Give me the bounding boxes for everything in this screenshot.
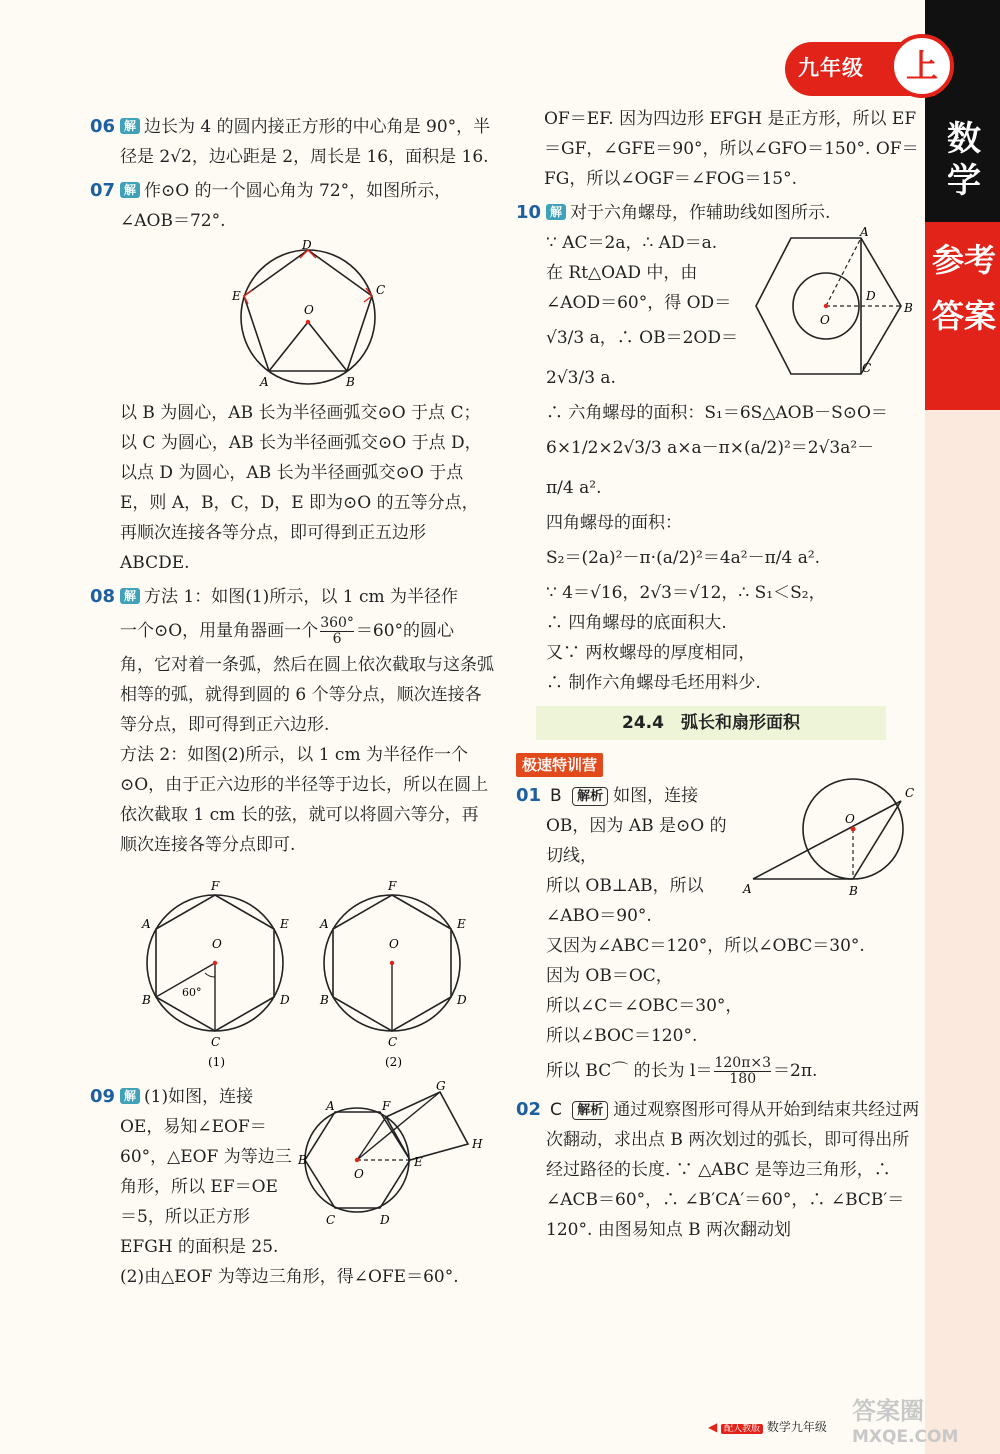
solution-tag: 解	[546, 204, 566, 220]
question-number: 08	[90, 586, 116, 607]
answer-text: ∴ 四角螺母的底面积大.	[546, 613, 727, 633]
fig-label: E	[414, 1155, 423, 1169]
solution-tag: 解	[120, 118, 140, 134]
fig-label: O	[303, 303, 314, 317]
answer-text: 通过观察图形可得从开始到结束共经过两次翻动，求出点 B 两次划过的弧长，即可得出所经过路径的长度. ∵ △ABC 是等边三角形，∴ ∠ACB＝60°，∴ ∠B′CA′＝60°，∴ ∠BCB′＝120°. 由图易知点 B 两次翻动划	[546, 1100, 920, 1240]
fig-label: E	[457, 917, 466, 931]
fraction-num: 360°	[320, 615, 354, 631]
answer-text: 以 B 为圆心，AB 长为半径画弧交⊙O 于点 C；以 C 为圆心，AB 长为半径画弧交⊙O 于点 D，以点 D 为圆心，AB 长为半径画弧交⊙O 于点 E，则 A，B，C，D，E 即为⊙O 的五等分点，再顺次连接各等分点，即可得到正五边形ABCDE.	[120, 403, 482, 573]
fig-label: D	[280, 993, 290, 1007]
fig-label: B	[345, 375, 355, 389]
right-column	[516, 109, 921, 1249]
fig-label: D	[866, 289, 876, 303]
training-badge: 极速特训营	[516, 753, 603, 777]
fig-label: D	[457, 993, 467, 1007]
fig-label: B	[320, 993, 329, 1007]
answer-text: 所以 BC⌒ 的长为 l＝	[546, 1061, 713, 1081]
fig-label: B	[904, 301, 913, 315]
fig-label: A	[860, 225, 869, 239]
book-title: 数学九年级	[766, 1420, 827, 1434]
fig-label: C	[211, 1035, 221, 1049]
answer-text: 又∵ 两枚螺母的厚度相同，	[546, 643, 756, 663]
answer-text: 方法 1：如图(1)所示，以 1 cm 为半径作	[144, 587, 458, 607]
fig-label: E	[280, 917, 289, 931]
answer-text: 方法 2：如图(2)所示，以 1 cm 为半径作一个⊙O，由于正六边形的半径等于边长，所以在圆上依次截取 1 cm 长的弦，就可以将圆六等分，再顺次连接各等分点即可.	[120, 745, 489, 855]
answer-text: ∵ 4＝√16，2√3＝√12，∴ S₁＜S₂，	[546, 583, 826, 603]
fig-label: D	[380, 1213, 390, 1227]
hex-nut-figure	[756, 225, 921, 378]
fig-label: C	[905, 786, 915, 800]
hexagon-figures	[120, 868, 510, 1068]
fig-label: C	[375, 283, 385, 297]
fig-label: B	[849, 884, 858, 898]
choice-answer: B	[550, 786, 562, 806]
question-number: 06	[90, 116, 116, 137]
answer-text: 因为 OB＝OC，	[546, 966, 673, 986]
sidebar-strip	[925, 410, 1000, 1454]
question-number: 01	[516, 785, 542, 806]
answer-text: ＝60°的圆心	[355, 621, 455, 641]
answer-text: 角，它对着一条弧，然后在圆上依次截取与这条弧相等的弧，就得到圆的 6 个等分点，顺次连接各等分点，即可得到正六边形.	[120, 655, 494, 735]
question-number: 09	[90, 1086, 116, 1107]
answer-s01	[516, 781, 921, 1091]
fig-label: F	[211, 879, 220, 893]
fig-label: 60°	[182, 986, 202, 999]
analysis-tag: 解析	[572, 1101, 608, 1120]
watermark-top: 答案圈	[852, 1397, 924, 1425]
answer-text: 所以 OB⊥AB，所以 ∠ABO＝90°.	[546, 876, 704, 926]
fraction	[320, 616, 354, 647]
page-footer	[708, 1418, 827, 1435]
question-number: 07	[90, 180, 116, 201]
fig-label: A	[326, 1099, 335, 1113]
answer-text: ∴ 六角螺母的面积：S₁＝6S△AOB－S⊙O＝	[546, 403, 888, 423]
fig-label: C	[862, 361, 872, 375]
answer-text: √3/3 a，∴ OB＝2OD＝	[546, 328, 738, 348]
watermark-bottom: MXQE.COM	[852, 1427, 959, 1447]
choice-answer: C	[550, 1100, 562, 1120]
tangent-circle-figure	[741, 781, 921, 899]
solution-tag: 解	[120, 1088, 140, 1104]
fig-label: O	[845, 812, 855, 826]
fig-label: H	[472, 1137, 483, 1151]
fig-label: F	[388, 879, 397, 893]
answer-text: 如图，连接 OB，因为 AB 是⊙O 的切线，	[546, 786, 727, 866]
answer-text: 四角螺母的面积：	[546, 513, 682, 533]
answer-text: 一个⊙O，用量角器画一个	[120, 621, 319, 641]
answer-text: ∴ 制作六角螺母毛坯用料少.	[546, 673, 761, 693]
fig-label: B	[298, 1153, 307, 1167]
fraction	[714, 1056, 771, 1087]
section-title: 24.4 弧长和扇形面积	[536, 706, 886, 740]
answer-text: 作⊙O 的一个圆心角为 72°，如图所示，∠AOB＝72°.	[120, 181, 452, 231]
answer-text: 边长为 4 的圆内接正方形的中心角是 90°，半径是 2√2，边心距是 2，周长是 16，面积是 16.	[120, 117, 491, 167]
answer-text: 所以∠BOC＝120°.	[546, 1026, 698, 1046]
analysis-tag: 解析	[572, 787, 608, 806]
answer-s02	[516, 1095, 921, 1245]
answer-text: 6×1/2×2√3/3 a×a－π×(a/2)²＝2√3a²－	[546, 438, 875, 458]
answer-09	[90, 1079, 495, 1292]
fig-label: D	[301, 238, 312, 252]
solution-tag: 解	[120, 588, 140, 604]
answer-text: (1)如图，连接 OE，易知∠EOF＝60°，△EOF 为等边三角形，所以 EF＝OE＝5，所以正方形 EFGH 的面积是 25.	[120, 1087, 292, 1257]
answer-06	[90, 112, 495, 172]
fig-label: E	[231, 289, 241, 303]
publisher-badge: 配人教版	[721, 1424, 763, 1434]
pentagon-figure	[218, 238, 398, 392]
fig-label: O	[354, 1167, 364, 1181]
answer-text: 所以∠C＝∠OBC＝30°，	[546, 996, 743, 1016]
fraction-num: 120π×3	[714, 1055, 772, 1071]
hexagon-square-figure	[298, 1079, 495, 1232]
fig-label: A	[320, 917, 329, 931]
answer-text: 在 Rt△OAD 中，由 ∠AOD＝60°，得 OD＝	[546, 263, 732, 313]
fraction-den: 180	[714, 1071, 771, 1087]
question-number: 02	[516, 1099, 542, 1120]
fig-label: O	[820, 313, 830, 327]
fig-label: A	[142, 917, 151, 931]
answer-text: S₂＝(2a)²－π·(a/2)²＝4a²－π/4 a².	[546, 548, 821, 568]
answer-08	[90, 582, 495, 1078]
fig-label: C	[326, 1213, 336, 1227]
solution-tag: 解	[120, 182, 140, 198]
grade-label: 九年级	[798, 56, 864, 80]
watermark	[852, 1398, 958, 1450]
answer-09-continued	[516, 104, 921, 194]
left-arrow-icon: ◀	[708, 1420, 718, 1434]
left-column	[90, 112, 495, 1296]
fig-label: A	[743, 882, 752, 896]
answer-text: 对于六角螺母，作辅助线如图所示.	[570, 203, 831, 223]
fig-label: B	[142, 993, 151, 1007]
fig-label: A	[259, 375, 269, 389]
term-label: 上	[890, 34, 954, 98]
subject-label: 数学	[947, 119, 981, 201]
answer-text: ∵ AC＝2a，∴ AD＝a.	[546, 233, 718, 253]
fig-label: F	[382, 1099, 391, 1113]
fig-caption: (1)	[208, 1055, 225, 1069]
answer-text: (2)由△EOF 为等边三角形，得∠OFE＝60°.	[120, 1267, 459, 1287]
question-number: 10	[516, 202, 542, 223]
ref-label: 参考答案	[932, 241, 997, 335]
fig-label: O	[389, 937, 399, 951]
answer-text: 又因为∠ABC＝120°，所以∠OBC＝30°.	[546, 936, 865, 956]
answer-text: 2√3/3 a.	[546, 368, 616, 388]
answer-10	[516, 198, 921, 698]
answer-text: π/4 a².	[546, 478, 602, 498]
fig-caption: (2)	[385, 1055, 402, 1069]
fig-label: O	[212, 937, 222, 951]
fraction-den: 6	[320, 631, 354, 647]
fig-label: C	[388, 1035, 398, 1049]
fig-label: G	[436, 1079, 446, 1093]
answer-text: OF＝EF. 因为四边形 EFGH 是正方形，所以 EF＝GF，∠GFE＝90°，所以∠GFO＝150°. OF＝FG，所以∠OGF＝∠FOG＝15°.	[544, 109, 919, 189]
answer-07	[90, 176, 495, 578]
answer-text: ＝2π.	[773, 1061, 818, 1081]
